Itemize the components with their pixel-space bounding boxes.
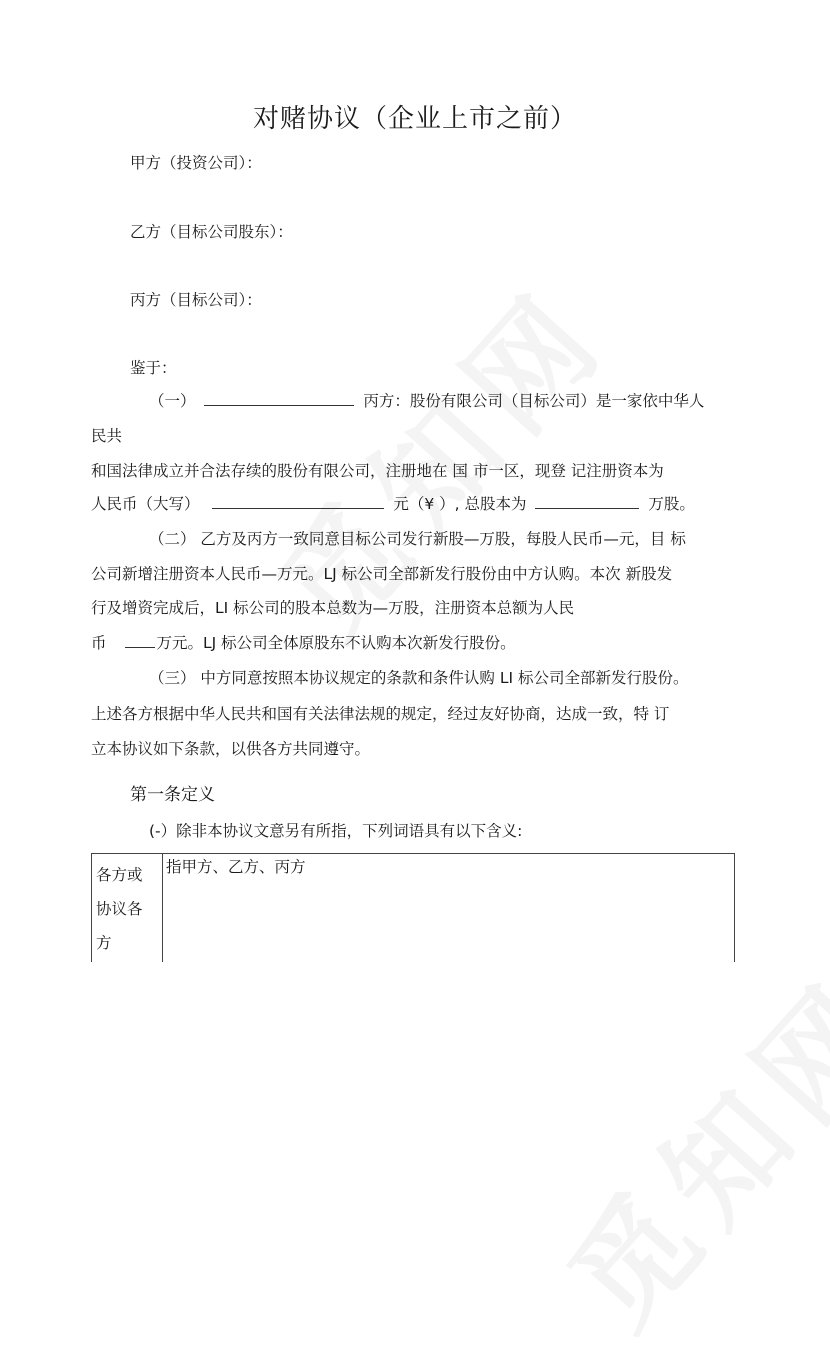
article1-intro: (-）除非本协议文意另有所指，下列词语具有以下含义: [149, 822, 523, 840]
whereas-item3-line2: 上述各方根据中华人民共和国有关法律法规的规定，经过友好协商，达成一致，特 订 [91, 705, 670, 723]
whereas-item3-line3: 立本协议如下条款，以供各方共同遵守。 [91, 740, 371, 758]
term-text: 方 [96, 934, 112, 952]
whereas-item2-line3: 行及增资完成后，LI 标公司的股本总数为—万股，注册资本总额为人民 [91, 599, 575, 617]
term-text: 各方或 [96, 866, 143, 884]
whereas-heading: 鉴于： [130, 359, 177, 377]
definition-cell: 指甲方、乙方、丙方 [163, 854, 735, 963]
whereas-item2-line1: （二） 乙方及丙方一致同意目标公司发行新股—万股，每股人民币—元，目 标 [149, 530, 686, 548]
item2-line4-b: 万元。LJ 标公司全体原股东不认购本次新发行股份。 [156, 634, 516, 652]
blank-field [125, 632, 155, 648]
definitions-table [91, 853, 735, 962]
page-title: 对赌协议（企业上市之前） [252, 104, 577, 134]
party-c: 丙方（目标公司）： [130, 291, 262, 309]
term-text: 协议各 [96, 900, 143, 918]
article1-heading: 第一条定义 [130, 785, 215, 805]
watermark [525, 935, 830, 1357]
table-row [92, 854, 735, 963]
blank-field [204, 390, 354, 406]
whereas-item1-line3: 和国法律成立并合法存续的股份有限公司，注册地在 国 市一区，现登 记注册资本为 [91, 462, 664, 480]
blank-field [212, 493, 384, 509]
whereas-item1-line2: 民共 [91, 427, 123, 445]
whereas-item3-line1: （三） 中方同意按照本协议规定的条款和条件认购 LI 标公司全部新发行股份。 [149, 669, 689, 687]
term-cell [92, 854, 163, 963]
whereas-item2-line2: 公司新增注册资本人民币—万元。LJ 标公司全部新发行股份由中方认购。本次 新股发 [91, 565, 673, 583]
whereas-item2-line4 [91, 632, 516, 654]
item2-line4-a: 币 [91, 634, 107, 652]
party-b: 乙方（目标公司股东）： [130, 223, 293, 241]
blank-field [535, 493, 639, 509]
item1-line4-a: 人民币（大写） [91, 495, 200, 513]
item1-label: （一） [149, 392, 196, 410]
item1-text: 丙方：股份有限公司（目标公司）是一家依中华人 [363, 392, 705, 410]
whereas-item1-line4 [91, 493, 695, 515]
whereas-item1-line1 [149, 390, 704, 412]
party-a: 甲方（投资公司）： [130, 154, 262, 172]
item1-line4-c: 万股。 [648, 495, 695, 513]
item1-line4-b: 元（¥ ）, 总股本为 [393, 495, 527, 513]
